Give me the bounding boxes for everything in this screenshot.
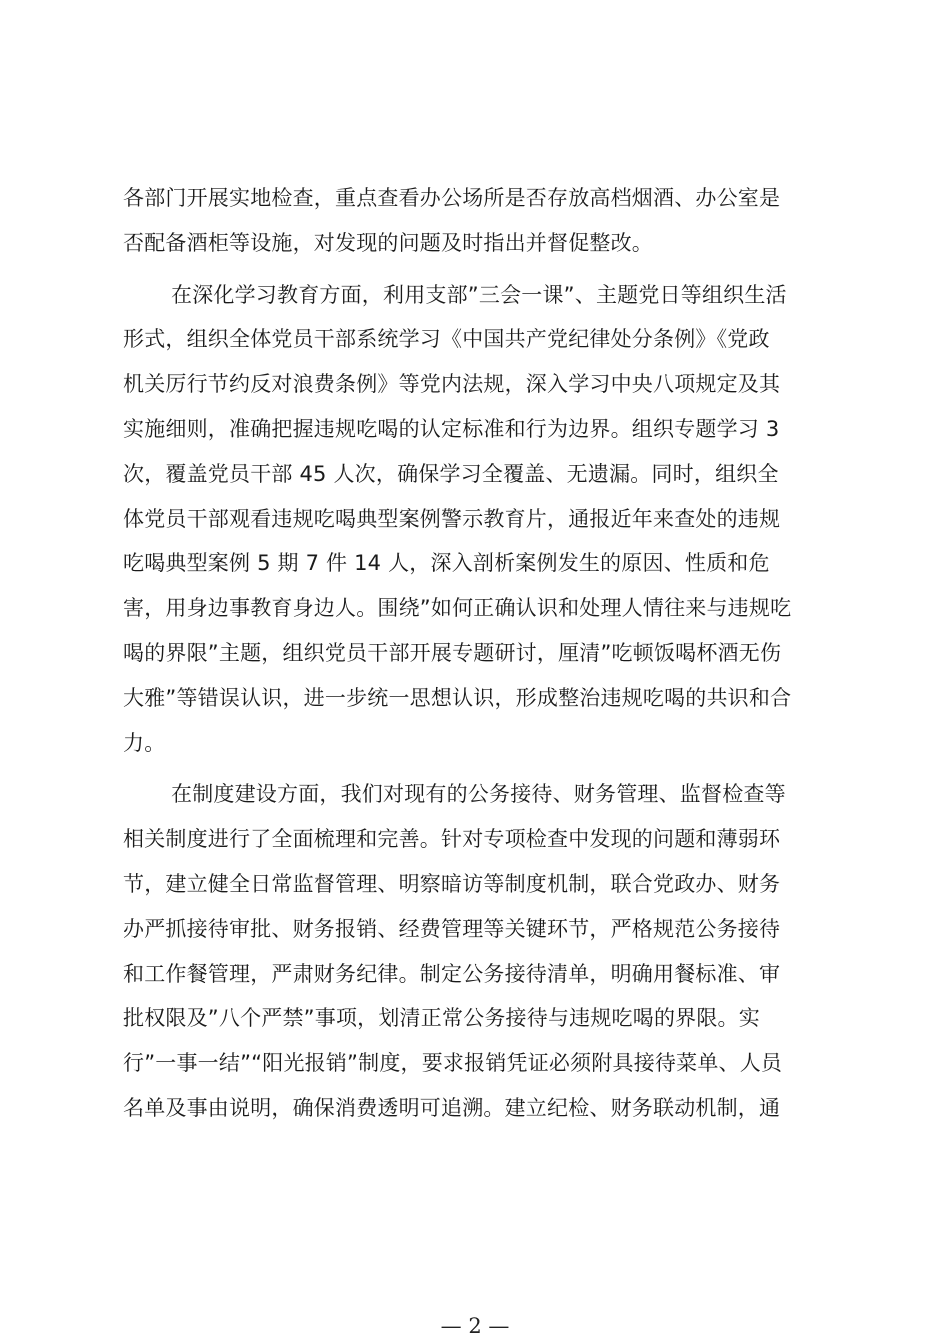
text-line: 力。 [123, 730, 166, 755]
text-line: 在深化学习教育方面，利用支部”三会一课”、主题党日等组织生活 [171, 282, 787, 307]
text-line: 否配备酒柜等设施，对发现的问题及时指出并督促整改。 [123, 230, 653, 255]
text-line: 实施细则，准确把握违规吃喝的认定标准和行为边界。组织专题学习 3 [123, 416, 780, 441]
text-line: 吃喝典型案例 5 期 7 件 14 人，深入剖析案例发生的原因、性质和危 [123, 551, 770, 576]
text-line: 机关厉行节约反对浪费条例》等党内法规，深入学习中央八项规定及其 [123, 372, 781, 397]
text-line: 次，覆盖党员干部 45 人次，确保学习全覆盖、无遗漏。同时，组织全 [123, 461, 779, 486]
text-line: 办严抓接待审批、财务报销、经费管理等关键环节，严格规范公务接待 [123, 916, 781, 941]
text-line: 喝的界限”主题，组织党员干部开展专题研讨，厘清”吃顿饭喝杯酒无伤 [123, 640, 782, 665]
text-line: 各部门开展实地检查，重点查看办公场所是否存放高档烟酒、办公室是 [123, 186, 781, 210]
page-number: — 2 — [440, 1314, 510, 1338]
paragraph-1 [123, 176, 833, 266]
text-line: 批权限及”八个严禁”事项，划清正常公务接待与违规吃喝的界限。实 [123, 1006, 760, 1031]
text-line: 形式，组织全体党员干部系统学习《中国共产党纪律处分条例》《党政 [123, 327, 770, 352]
text-line: 大雅”等错误认识，进一步统一思想认识，形成整治违规吃喝的共识和合 [123, 685, 792, 710]
body-text [123, 176, 833, 1131]
text-line: 名单及事由说明，确保消费透明可追溯。建立纪检、财务联动机制，通 [123, 1095, 781, 1120]
paragraph-2 [123, 273, 833, 766]
text-line: 和工作餐管理，严肃财务纪律。制定公务接待清单，明确用餐标准、审 [123, 961, 781, 986]
text-line: 相关制度进行了全面梳理和完善。针对专项检查中发现的问题和薄弱环 [123, 827, 781, 852]
text-line: 害，用身边事教育身边人。围绕”如何正确认识和处理人情往来与违规吃 [123, 596, 792, 621]
text-line: 行”一事一结”“阳光报销”制度，要求报销凭证必须附具接待菜单、人员 [123, 1051, 783, 1076]
text-line: 节，建立健全日常监督管理、明察暗访等制度机制，联合党政办、财务 [123, 871, 781, 896]
text-line: 在制度建设方面，我们对现有的公务接待、财务管理、监督检查等 [171, 782, 786, 807]
paragraph-3 [123, 772, 833, 1130]
text-line: 体党员干部观看违规吃喝典型案例警示教育片，通报近年来查处的违规 [123, 506, 781, 531]
